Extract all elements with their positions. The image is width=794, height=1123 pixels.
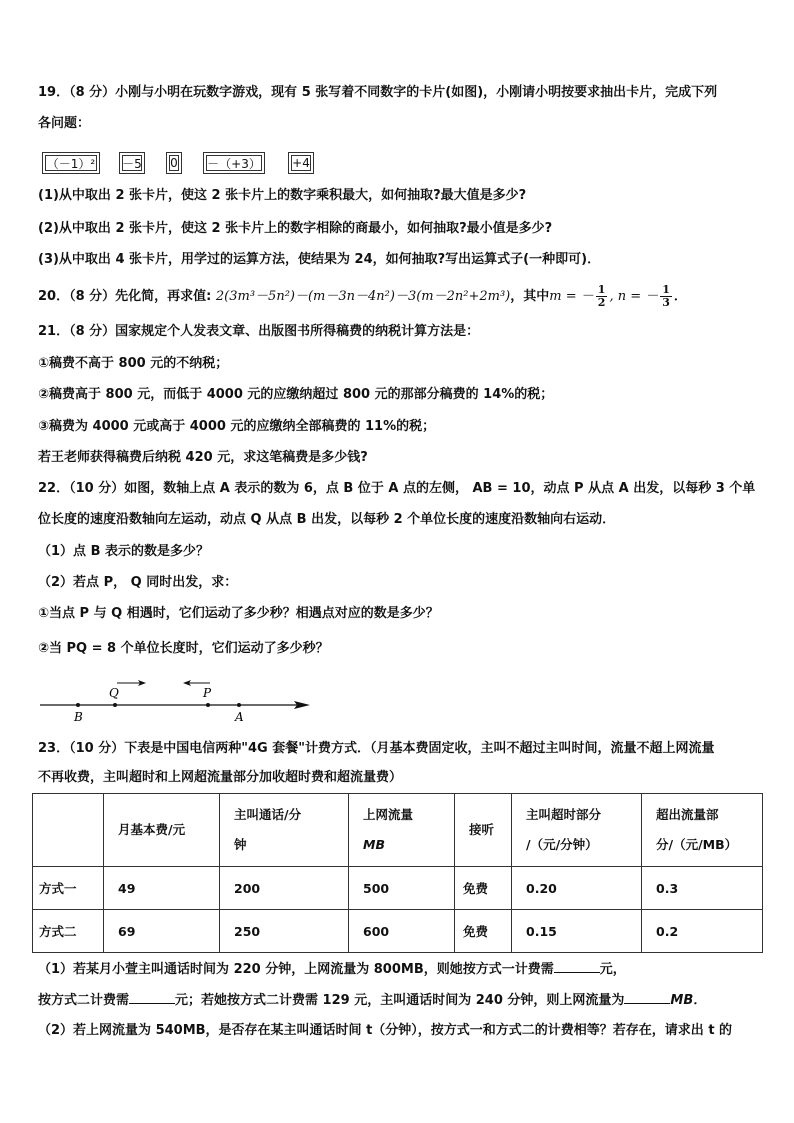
header-cell-base-fee: 月基本费/元 <box>104 794 220 867</box>
table-cell: 0.20 <box>512 867 642 910</box>
table-cell: 0.15 <box>512 910 642 953</box>
header-cell-empty <box>33 794 104 867</box>
q22-line-2: 位长度的速度沿数轴向左运动，动点 Q 从点 B 出发，以每秒 2 个单位长度的速度沿数轴向右运动． <box>38 512 616 527</box>
label-b: B <box>74 710 83 724</box>
q20-where: ，其中 <box>510 289 550 304</box>
q22-sub-2b: ②当 PQ = 8 个单位长度时，它们运动了多少秒？ <box>38 641 329 656</box>
table-cell: 200 <box>220 867 349 910</box>
number-line-figure <box>38 672 328 728</box>
card-4: －（+3） <box>203 152 265 174</box>
q20-end: ． <box>673 289 687 304</box>
q20-prefix: 20．（8 分）先化简，再求值: <box>38 289 212 304</box>
header-cell-overtime: 主叫超时部分 /（元/分钟） <box>512 794 642 867</box>
table-cell: 69 <box>104 910 220 953</box>
q21-rule-2: ②稿费高于 800 元，而低于 4000 元的应缴纳超过 800 元的那部分稿费的 14%的税； <box>38 387 554 402</box>
table-cell: 方式二 <box>33 910 104 953</box>
q19-title: 19．（8 分）小刚与小明在玩数字游戏，现有 5 张写着不同数字的卡片(如图)，小刚请小明按要求抽出卡片，完成下列 <box>38 85 718 100</box>
table-cell: 500 <box>349 867 455 910</box>
point-p <box>206 703 210 707</box>
q23-line-1: 23．（10 分）下表是中国电信两种"4G 套餐"计费方式．（月基本费固定收，主叫不超过主叫时间，流量不超上网流量 <box>38 741 715 756</box>
q22-sub-1: （1）点 B 表示的数是多少？ <box>38 544 210 559</box>
answer-blank-2[interactable] <box>129 991 175 1004</box>
q20-m-label: m = － <box>549 289 594 304</box>
q23-sub-1a: （1）若某月小萱主叫通话时间为 220 分钟，上网流量为 800MB，则她按方式一计费需 元， <box>38 962 626 977</box>
q20-n-label: , n = － <box>609 289 659 304</box>
card-2: －5 <box>119 152 145 174</box>
table-cell: 方式一 <box>33 867 104 910</box>
label-p: P <box>203 686 212 700</box>
table-cell: 免费 <box>455 867 512 910</box>
label-q: Q <box>109 686 119 700</box>
q20-m-numerator: 1 <box>597 283 606 296</box>
table-row <box>33 867 763 910</box>
header-cell-receive: 接听 <box>455 794 512 867</box>
q23-line-2: 不再收费，主叫超时和上网超流量部分加收超时费和超流量费） <box>38 770 403 785</box>
point-q <box>113 703 117 707</box>
q21-rule-3: ③稿费为 4000 元或高于 4000 元的应缴纳全部稿费的 11%的税； <box>38 419 436 434</box>
header-cell-overflow: 超出流量部 分/（元/MB） <box>642 794 763 867</box>
table-cell: 600 <box>349 910 455 953</box>
card-5: +4 <box>288 152 314 174</box>
q22-line-1: 22．（10 分）如图，数轴上点 A 表示的数为 6，点 B 位于 A 点的左侧， AB = 10，动点 P 从点 A 出发，以每秒 3 个单 <box>38 481 756 496</box>
q22-sub-2: （2）若点 P， Q 同时出发，求： <box>38 575 238 590</box>
q21-question: 若王老师获得稿费后纳税 420 元，求这笔稿费是多少钱? <box>38 450 368 465</box>
header-cell-data: 上网流量 MB <box>349 794 455 867</box>
q19-item-3: (3)从中取出 4 张卡片，用学过的运算方法，使结果为 24，如何抽取?写出运算式子(一种即可)． <box>38 252 601 267</box>
q23-sub-1b: 按方式二计费需 元；若她按方式二计费需 129 元，主叫通话时间为 240 分钟，则上网流量为 MB． <box>38 993 707 1008</box>
q20-line <box>38 282 687 312</box>
answer-blank-3[interactable] <box>624 991 670 1004</box>
table-row <box>33 910 763 953</box>
q20-n-denominator: 3 <box>662 296 670 309</box>
q21-rule-1: ①稿费不高于 800 元的不纳税； <box>38 356 229 371</box>
q23-sub-2: （2）若上网流量为 540MB，是否存在某主叫通话时间 t（分钟），按方式一和方式二的计费相等？若存在，请求出 t 的 <box>38 1023 733 1038</box>
card-1: （－1）² <box>42 152 100 174</box>
q19-item-2: (2)从中取出 2 张卡片，使这 2 张卡片上的数字相除的商最小，如何抽取?最小值是多少? <box>38 221 553 236</box>
table-cell: 0.2 <box>642 910 763 953</box>
point-b <box>76 703 80 707</box>
answer-blank-1[interactable] <box>554 960 600 973</box>
table-cell: 免费 <box>455 910 512 953</box>
q19-title-cont: 各问题： <box>38 116 91 131</box>
table-cell: 0.3 <box>642 867 763 910</box>
q20-n-numerator: 1 <box>662 283 670 296</box>
q20-m-fraction <box>596 284 608 309</box>
q20-expression: 2(3m³－5n²)－(m－3n－4n²)－3(m－2n²+2m³) <box>215 289 511 304</box>
table-cell: 49 <box>104 867 220 910</box>
q20-m-denominator: 2 <box>597 296 606 309</box>
table-cell: 250 <box>220 910 349 953</box>
card-3: 0 <box>166 152 182 174</box>
q21-title: 21．（8 分）国家规定个人发表文章、出版图书所得稿费的纳税计算方法是： <box>38 324 480 339</box>
fee-table-header-row <box>33 794 763 867</box>
label-a: A <box>235 710 244 724</box>
q22-sub-2a: ①当点 P 与 Q 相遇时，它们运动了多少秒？相遇点对应的数是多少？ <box>38 606 439 621</box>
q20-n-fraction <box>660 284 672 309</box>
header-cell-call-minutes: 主叫通话/分 钟 <box>220 794 349 867</box>
point-a <box>237 703 241 707</box>
q19-item-1: (1)从中取出 2 张卡片，使这 2 张卡片上的数字乘积最大，如何抽取?最大值是多少? <box>38 188 527 203</box>
fee-table <box>32 793 763 953</box>
